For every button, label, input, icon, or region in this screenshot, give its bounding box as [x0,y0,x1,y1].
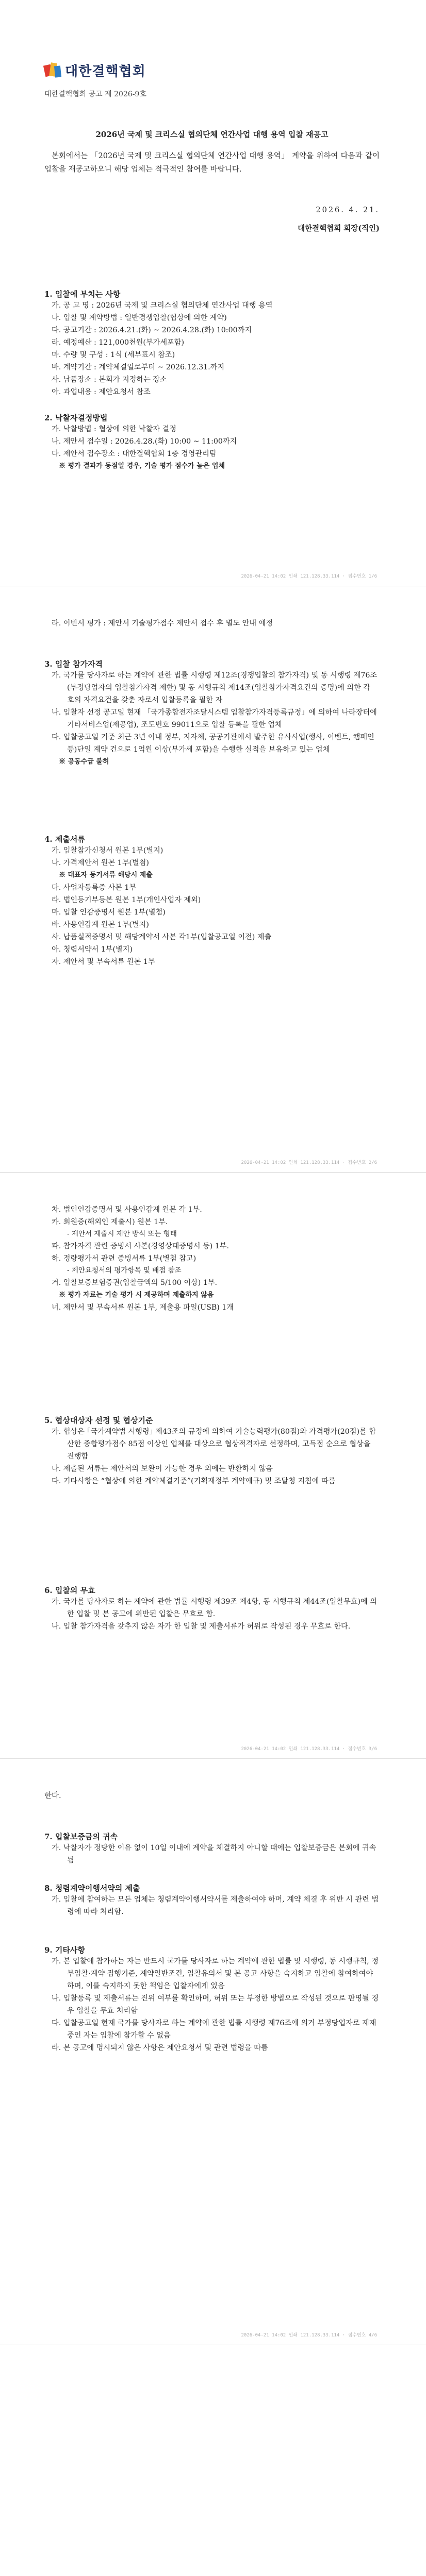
section-line: 나. 제출된 서류는 제안서의 보완이 가능한 경우 외에는 반환하지 않음 [52,1465,273,1473]
logo [44,61,146,80]
section-line: 라. 이빈서 평가 : 제안서 기술평가점수 제안서 접수 후 별도 안내 예정 [52,619,273,628]
section-line: 가. 낙찰방법 : 협상에 의한 낙찰자 결정 [52,425,176,433]
section-2-cont [44,617,380,630]
section-line: 바. 사용인감계 원본 1부(별지) [52,921,149,929]
page-footer: 2026-04-21 14:02 인쇄 121.128.33.114 · 접수번호 2/6 [241,1160,377,1165]
section-line: 라. 예정예산 : 121,000천원(부가세포함) [52,338,185,347]
section-heading: 8. 청렴계약이행서약의 제출 [44,1884,140,1893]
logo-text: 대한결핵협회 [65,64,146,79]
section-note: ※ 공동수급 불허 [59,758,109,766]
section-note: ※ 평가 자료는 기술 평가 시 제공하며 제출하지 않음 [59,1291,214,1299]
section-line: 자. 제안서 및 부속서류 원본 1부 [52,958,155,966]
page-2 [0,586,426,1173]
section-line: 라. 본 공고에 명시되지 않은 사항은 제안요청서 및 관련 법령을 따름 [52,2044,268,2052]
section-line: 나. 가격제안서 원본 1부(별첨) [52,859,149,867]
section-line: 나. 입찰 및 계약방법 : 일반경쟁입찰(협상에 의한 계약) [52,314,227,322]
page-3 [0,1173,426,1759]
section-2 [44,412,380,472]
section-subline: - 제안서 제출시 제안 방식 또는 형태 [67,1230,177,1238]
carryover-text: 한다. [44,1792,61,1800]
section-4-cont [44,1204,380,1314]
section-line: 가. 입찰에 참여하는 모든 업체는 청렴계약이행서약서를 제출하여야 하며, 계약 체결 후 위반 시 관련 법령에 따라 처리함. [52,1895,379,1916]
section-line: 사. 납품실적증명서 및 해당계약서 사본 각1부(입찰공고일 이전) 제출 [52,933,272,941]
notice-title: 2026년 국제 및 크리스실 협의단체 연간사업 대행 용역 입찰 재공고 [95,130,329,139]
section-line: 가. 입찰참가신청서 원본 1부(별지) [52,846,163,855]
section-heading: 9. 기타사항 [44,1945,85,1955]
section-line: 가. 국가를 당사자로 하는 계약에 관한 법률 시행령 제12조(경쟁입찰의 참가자격) 및 동 시행령 제76조(부정당업자의 입찰참가자격 제한) 및 동 시행규칙 제14조(입찰참가자격요건의 증명)에 의한 각 호의 자격요건을 갖춘 자로서 입찰등록을 필한 자 [52,671,378,704]
section-9 [44,1944,380,2054]
section-heading: 7. 입찰보증금의 귀속 [44,1832,118,1841]
section-line: 하. 정량평가서 관련 증빙서류 1부(별첨 참고) [52,1255,196,1263]
section-line: 나. 제안서 접수일 : 2026.4.28.(화) 10:00 ~ 11:00까지 [52,437,237,446]
notice-number: 대한결핵협회 공고 제 2026-9호 [44,90,146,98]
section-line: 가. 협상은 ｢국가계약법 시행령｣ 제43조의 규정에 의하여 기술능력평가(80점)와 가격평가(20점)를 합산한 종합평가점수 85점 이상인 업체를 대상으로 협상적격자로 선정하며, 고득점 순으로 협상을 진행함 [52,1428,376,1461]
section-line: 아. 과업내용 : 제안요청서 참조 [52,388,151,396]
section-line: 가. 본 입찰에 참가하는 자는 반드시 국가를 당사자로 하는 계약에 관한 법률 및 시행령, 동 시행규칙, 정부입찰·계약 집행기준, 계약일반조건, 입찰유의서 및 본 공고 사항을 숙지하고 입찰에 참여하여야 하며, 이를 숙지하지 못한 책임은 입찰자에게 있음 [52,1957,379,1990]
page-4 [0,1759,426,2345]
section-5 [44,1415,380,1487]
section-heading: 6. 입찰의 무효 [44,1586,95,1595]
section-line: 바. 계약기간 : 계약체결일로부터 ~ 2026.12.31.까지 [52,363,225,371]
notice-date: 2026. 4. 21. [316,206,380,214]
section-heading: 1. 입찰에 부치는 사항 [44,290,121,299]
section-line: 너. 제안서 및 부속서류 원본 1부, 제출용 파일(USB) 1개 [52,1303,234,1312]
section-6 [44,1585,380,1633]
section-line: 카. 회원증(해외인 제출시) 원본 1부. [52,1218,168,1226]
intro-paragraph: 본회에서는 「2026년 국제 및 크리스실 협의단체 연간사업 대행 용역」 계약을 위하여 다음과 같이 입찰을 재공고하오니 해당 업체는 적극적인 참여를 바랍니다. [44,152,380,174]
section-line: 마. 수량 및 구성 : 1식 (세부표시 참조) [52,351,175,359]
page-1 [0,0,426,586]
section-line: 거. 입찰보증보험증권(입찰금액의 5/100 이상) 1부. [52,1279,218,1287]
page-5 [0,2345,426,2576]
section-4 [44,834,380,968]
section-7 [44,1831,380,1867]
page-footer: 2026-04-21 14:02 인쇄 121.128.33.114 · 접수번호 1/6 [241,574,377,579]
section-line: 다. 공고기간 : 2026.4.21.(화) ~ 2026.4.28.(화) 10:00까지 [52,326,252,334]
section-heading: 3. 입찰 참가자격 [44,659,103,669]
section-note: ※ 대표자 등기서류 해당시 제출 [59,871,153,879]
section-line: 라. 법인등기부등본 원본 1부(개인사업자 제외) [52,896,201,904]
section-line: 사. 납품장소 : 본회가 지정하는 장소 [52,376,167,384]
section-1 [44,289,380,398]
section-line: 차. 법인인감증명서 및 사용인감계 원본 각 1부. [52,1206,202,1214]
section-line: 나. 입찰등록 및 제출서류는 진위 여부를 확인하며, 허위 또는 부정한 방법으로 작성된 것으로 판명될 경우 입찰을 무효 처리함 [52,1994,379,2015]
section-line: 나. 입찰자 선정 공고일 현재 「국가종합전자조달시스템 입찰참가자격등록규정」에 의하여 나라장터에 기타서비스업(제공업), 조도번호 99011으로 입찰 등록을 필한 업체 [52,708,377,729]
section-line: 가. 낙찰자가 정당한 이유 없이 10일 이내에 계약을 체결하지 아니할 때에는 입찰보증금은 본회에 귀속됨 [52,1844,376,1865]
signature: 대한결핵협회 회장(직인) [298,224,380,233]
section-line: 다. 입찰공고일 기준 최근 3년 이내 정부, 지자체, 공공기관에서 발주한 유사사업(행사, 이벤트, 캠페인 등)단일 계약 건으로 1억원 이상(부가세 포함)을 수행한 실적을 보유하고 있는 업체 [52,733,374,754]
section-subline: - 제안요청서의 평가항목 및 배점 참조 [67,1266,182,1275]
section-line: 다. 기타사항은 “협상에 의한 계약체결기준”(기획재정부 계약예규) 및 조달청 지침에 따름 [52,1477,336,1485]
page-footer: 2026-04-21 14:02 인쇄 121.128.33.114 · 접수번호 4/6 [241,2333,377,2338]
section-heading: 5. 협상대상자 선정 및 협상기준 [44,1416,153,1425]
section-8 [44,1883,380,1918]
section-line: 다. 사업자등록증 사본 1부 [52,884,137,892]
section-heading: 4. 제출서류 [44,835,85,844]
section-line: 다. 제안서 접수장소 : 대한결핵협회 1층 경영관리팀 [52,450,217,458]
section-line: 가. 공 고 명 : 2026년 국제 및 크리스실 협의단체 연간사업 대행 용역 [52,301,273,310]
section-line: 다. 입찰공고일 현재 국가를 당사자로 하는 계약에 관한 법률 시행령 제76조에 의거 부정당업자로 제재 중인 자는 입찰에 참가할 수 없음 [52,2019,376,2040]
section-line: 마. 입찰 인감증명서 원본 1부(별첨) [52,908,166,917]
section-note: ※ 평가 결과가 동점일 경우, 기술 평가 점수가 높은 업체 [59,462,225,470]
section-line: 가. 국가를 당사자로 하는 계약에 관한 법률 시행령 제39조 제4항, 동 시행규칙 제44조(입찰무효)에 의한 입찰 및 본 공고에 위반된 입찰은 무효로 함. [52,1598,377,1618]
page-footer: 2026-04-21 14:02 인쇄 121.128.33.114 · 접수번호 3/6 [241,1747,377,1752]
section-heading: 2. 낙찰자결정방법 [44,413,108,422]
section-line: 파. 참가자격 관련 증빙서 사본(경영상태증명서 등) 1부. [52,1242,229,1250]
section-3 [44,658,380,768]
section-line: 나. 입찰 참가자격을 갖추지 않은 자가 한 입찰 및 제출서류가 허위로 작성된 경우 무효로 한다. [52,1622,351,1631]
association-logo-icon [44,62,62,79]
section-line: 아. 청렴서약서 1부(별지) [52,945,133,954]
